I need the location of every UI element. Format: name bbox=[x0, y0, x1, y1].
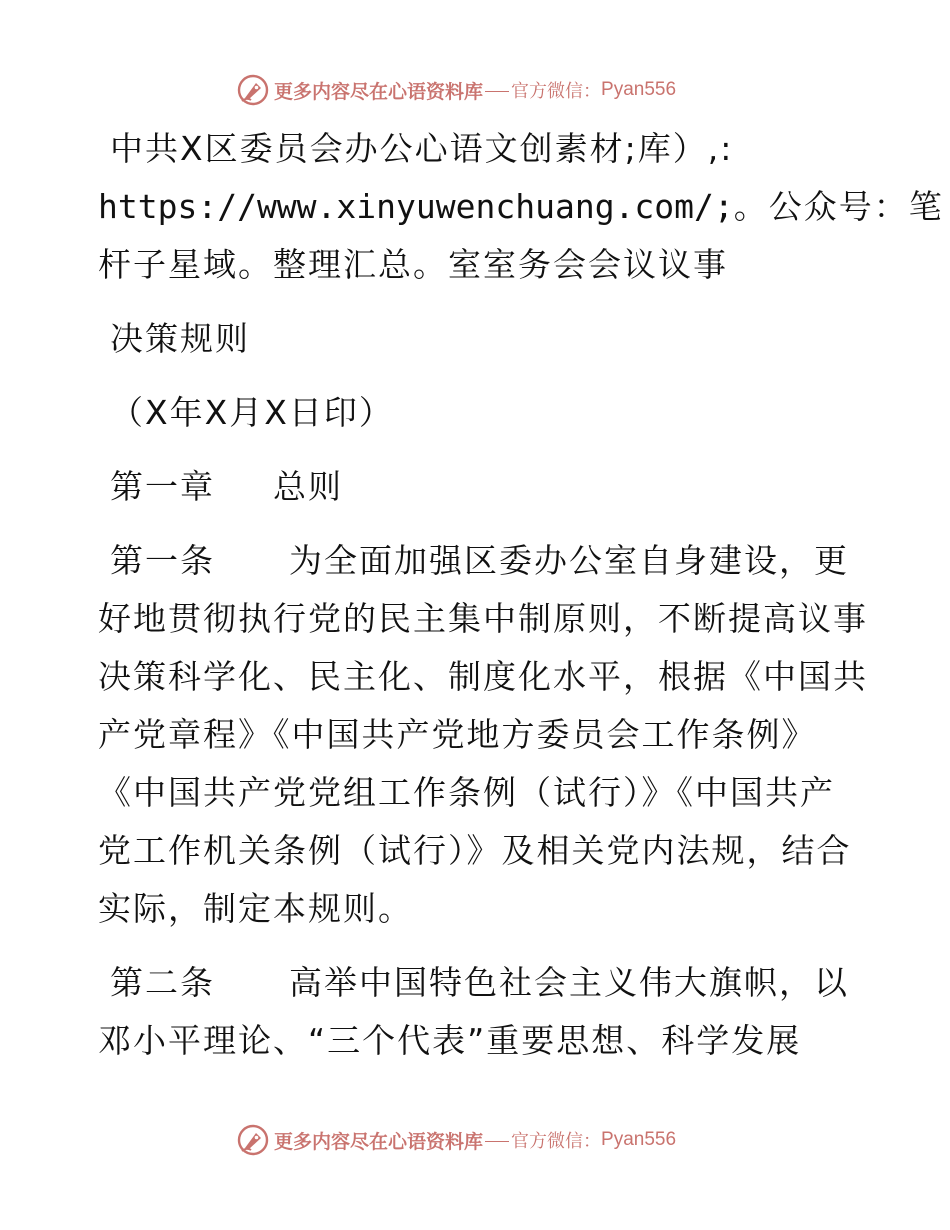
watermark-brand-text: 更多内容尽在心语资料库 bbox=[274, 1130, 484, 1153]
watermark-wechat-label: 官方微信： bbox=[511, 1131, 602, 1152]
document-body bbox=[98, 120, 944, 1070]
article-line: 《中国共产党党组工作条例（试行）》《中国共产 bbox=[98, 773, 835, 812]
print-date: （X年X月X日印） bbox=[110, 393, 394, 432]
article-line: 邓小平理论、“三个代表”重要思想、科学发展 bbox=[98, 1021, 802, 1060]
article-text: 高举中国特色社会主义伟大旗帜，以 bbox=[289, 963, 849, 1002]
chapter-heading bbox=[98, 458, 858, 516]
document-title-tail: 决策规则 bbox=[110, 319, 250, 358]
article-line: 好地贯彻执行党的民主集中制原则，不断提高议事 bbox=[98, 599, 868, 638]
intro-line-tail: 。公众号：笔 bbox=[733, 187, 944, 226]
pen-nib-logo-icon bbox=[236, 1123, 270, 1157]
source-url: https://www.xinyuwenchuang.com/; bbox=[98, 187, 734, 226]
article-label: 第二条 bbox=[110, 963, 215, 1002]
article-line: 实际，制定本规则。 bbox=[98, 889, 413, 928]
intro-line: 杆子星域。整理汇总。室室务会会议议事 bbox=[98, 245, 728, 284]
watermark-wechat-id: Pyan556 bbox=[601, 1129, 677, 1150]
article-line: 党工作机关条例（试行）》及相关党内法规，结合 bbox=[98, 831, 852, 870]
footer-watermark bbox=[236, 1122, 676, 1158]
pen-nib-logo-icon bbox=[236, 73, 270, 107]
header-watermark bbox=[236, 72, 676, 108]
watermark-wechat-id: Pyan556 bbox=[601, 79, 677, 100]
watermark-brand-text: 更多内容尽在心语资料库 bbox=[274, 80, 484, 103]
article-line: 产党章程》《中国共产党地方委员会工作条例》 bbox=[98, 715, 817, 754]
chapter-title: 总则 bbox=[273, 467, 343, 506]
article-text: 为全面加强区委办公室自身建设，更 bbox=[289, 541, 849, 580]
article-line bbox=[98, 532, 858, 590]
watermark-dash bbox=[485, 91, 509, 92]
watermark-dash bbox=[485, 1141, 509, 1142]
chapter-label: 第一章 bbox=[110, 467, 215, 506]
watermark-wechat-label: 官方微信： bbox=[511, 81, 602, 102]
article-line: 决策科学化、民主化、制度化水平，根据《中国共 bbox=[98, 657, 868, 696]
article-line bbox=[98, 954, 858, 1012]
intro-line-url bbox=[98, 178, 944, 236]
intro-line: 中共X区委员会办公心语文创素材;库）,: bbox=[110, 129, 734, 168]
article-label: 第一条 bbox=[110, 541, 215, 580]
